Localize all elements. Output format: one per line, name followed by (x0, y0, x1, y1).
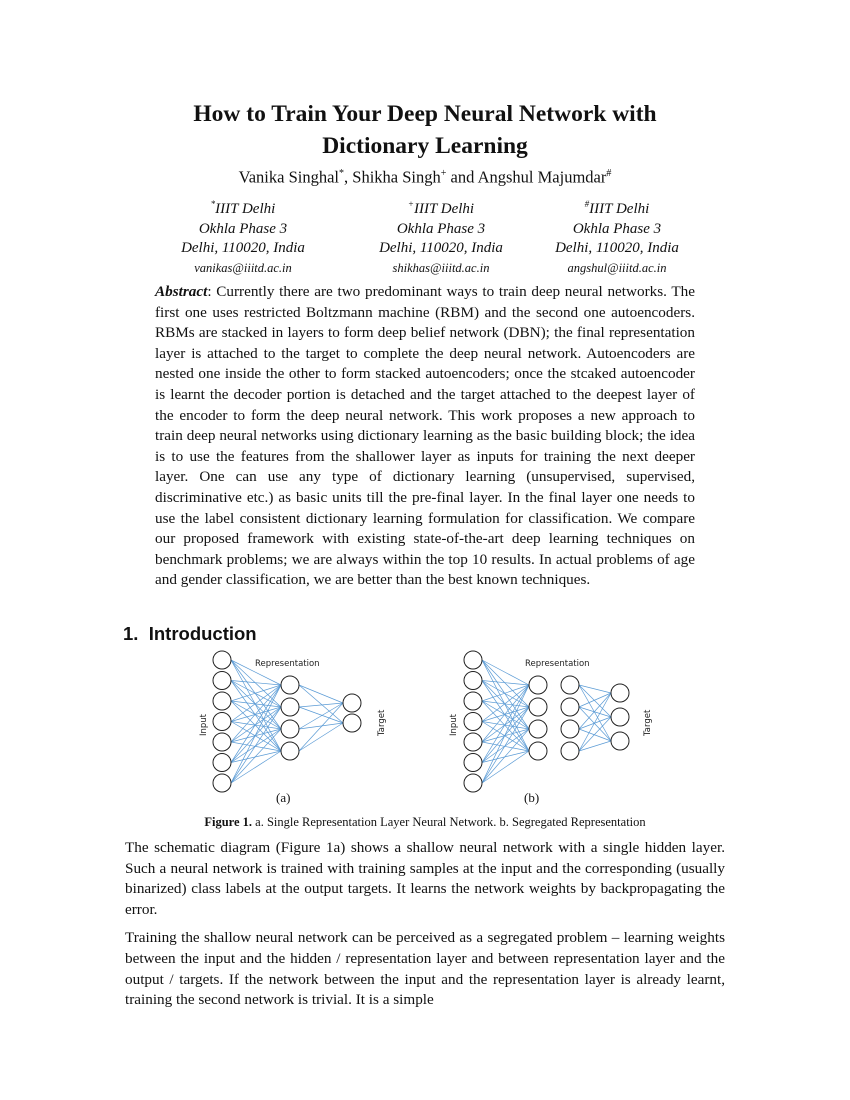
author-name: Angshul Majumdar (477, 167, 607, 187)
label-target-a: Target (377, 709, 387, 736)
affiliation-address: Okhla Phase 3 (572, 220, 662, 237)
author-name: Shikha Singh (352, 167, 441, 187)
figure-caption-label: Figure 1. (204, 815, 253, 829)
affiliation-address: Okhla Phase 3 (198, 220, 288, 237)
network-edge (579, 729, 611, 741)
author-mark: + (440, 168, 447, 179)
author-mark: # (606, 168, 612, 179)
network-edge (579, 685, 611, 693)
affiliation-institution: IIIT Delhi (589, 201, 650, 217)
network-edge (231, 681, 281, 730)
author-mark: * (339, 168, 345, 179)
section-title: Introduction (148, 623, 257, 644)
input-node (464, 774, 482, 792)
author-separator: and (446, 167, 478, 187)
affiliation-block (148, 195, 338, 278)
title-line-2: Dictionary Learning (322, 133, 528, 159)
network-edge (482, 681, 529, 730)
label-representation-a: Representation (255, 659, 320, 669)
input-node (464, 692, 482, 710)
affiliation-email: angshul@iiitd.ac.in (567, 260, 667, 275)
abstract (155, 282, 695, 591)
input-node (464, 713, 482, 731)
network-edge (231, 685, 281, 763)
representation-node (281, 742, 299, 760)
affiliation-email: vanikas@iiitd.ac.in (194, 260, 292, 275)
network-edge (299, 707, 343, 723)
author-separator: , (344, 167, 353, 187)
abstract-text: : Currently there are two predominant ways to train deep neural networks. The first one uses restricted Boltzmann machine (RBM) and the second one autoencoders. RBMs are stacked in layers to form deep belief network (DBN); the final representation layer is attached to the target to complete the deep neural network. Autoencoders are nested one inside the other to form stacked autoencoders; once the stcaked autoencoder is learnt the decoder portion is detached and the target attached to the deepest layer of the encoder to form the deep neural network. This work proposes a new approach to train deep neural networks using dictionary learning as the basic building block; the idea is to use the features from the shallower layer as inputs for training the next deeper layer. One can use any type of dictionary learning (unsupervised, supervised, discriminative etc.) as basic units till the pre-final layer. In the final layer one needs to use the label consistent dictionary learning formulation for classification. We compare our proposed framework with existing state-of-the-art deep learning techniques on benchmark problems; we are always within the top 10 results. In actual problems of age and gender classification, we are better than the best known techniques. (155, 283, 695, 589)
representation-node (281, 698, 299, 716)
affiliation-mark: * (210, 199, 216, 209)
input-node (213, 651, 231, 669)
representation-node (561, 742, 579, 760)
input-node (213, 754, 231, 772)
section-number: 1. (123, 623, 139, 644)
figure-caption-text: a. Single Representation Layer Neural Network. b. Segregated Representation (252, 815, 646, 829)
figure-caption (0, 815, 850, 830)
affiliation-block (346, 195, 536, 278)
label-input-b: Input (449, 713, 459, 736)
network-edge (231, 751, 281, 763)
target-node (343, 714, 361, 732)
input-node (464, 651, 482, 669)
network-edge (579, 693, 611, 707)
network-edge (231, 722, 281, 730)
network-edge (482, 685, 529, 763)
representation-node (529, 676, 547, 694)
paragraph: Training the shallow neural network can be perceived as a segregated problem – learning weights between the input and the hidden / representation layer and between representation layer and the output / targets. If the network between the input and the representation layer is already learnt, training the second network is trivial. It is a simple (125, 929, 725, 1009)
input-node (213, 774, 231, 792)
input-node (464, 754, 482, 772)
representation-node (529, 720, 547, 738)
title-line-1: How to Train Your Deep Neural Network with (193, 101, 657, 127)
network-edge (231, 707, 281, 783)
subfigure-label-b: (b) (524, 790, 540, 805)
affiliation-institution: IIIT Delhi (215, 201, 276, 217)
input-node (464, 733, 482, 751)
author-list (0, 163, 850, 189)
target-node (611, 684, 629, 702)
affiliation-block (522, 195, 712, 278)
abstract-label: Abstract (155, 283, 208, 300)
network-edge (231, 707, 281, 722)
representation-node (561, 676, 579, 694)
subfigure-label-a: (a) (276, 790, 291, 805)
label-representation-b: Representation (525, 659, 590, 669)
paper-title (0, 98, 850, 162)
representation-node (529, 698, 547, 716)
network-edge (482, 751, 529, 763)
network-edge (482, 722, 529, 730)
target-node (611, 732, 629, 750)
network-edge (482, 707, 529, 783)
network-b-edges (482, 660, 611, 783)
input-node (213, 672, 231, 690)
label-input-a: Input (199, 713, 209, 736)
intro-body (125, 838, 725, 1019)
representation-node (281, 676, 299, 694)
affiliation-email: shikhas@iiitd.ac.in (392, 260, 490, 275)
network-edge (299, 685, 343, 703)
target-node (611, 708, 629, 726)
network-edge (579, 685, 611, 741)
input-node (213, 733, 231, 751)
representation-node (529, 742, 547, 760)
input-node (464, 672, 482, 690)
network-edge (299, 703, 343, 729)
input-node (213, 713, 231, 731)
network-edge (579, 717, 611, 729)
affiliation-address: Delhi, 110020, India (379, 240, 503, 256)
affiliation-address: Delhi, 110020, India (181, 240, 305, 256)
affiliation-mark: + (407, 199, 414, 209)
author-name: Vanika Singhal (238, 167, 340, 187)
affiliation-address: Okhla Phase 3 (396, 220, 486, 237)
affiliation-mark: # (584, 199, 590, 209)
affiliation-institution: IIIT Delhi (413, 201, 475, 217)
input-node (213, 692, 231, 710)
section-heading (123, 623, 257, 645)
label-target-b: Target (643, 709, 653, 736)
representation-node (561, 720, 579, 738)
representation-node (561, 698, 579, 716)
representation-node (281, 720, 299, 738)
paragraph: The schematic diagram (Figure 1a) shows a shallow neural network with a single hidden layer. Such a neural network is trained with training samples at the input and the corresponding (usually binarized) class labels at the output targets. It learns the network weights by backpropagating the error. (125, 839, 725, 918)
network-edge (299, 723, 343, 729)
target-node (343, 694, 361, 712)
network-edge (482, 707, 529, 722)
figure-1-diagram (190, 648, 670, 818)
affiliation-address: Delhi, 110020, India (555, 240, 679, 256)
network-edge (299, 685, 343, 723)
